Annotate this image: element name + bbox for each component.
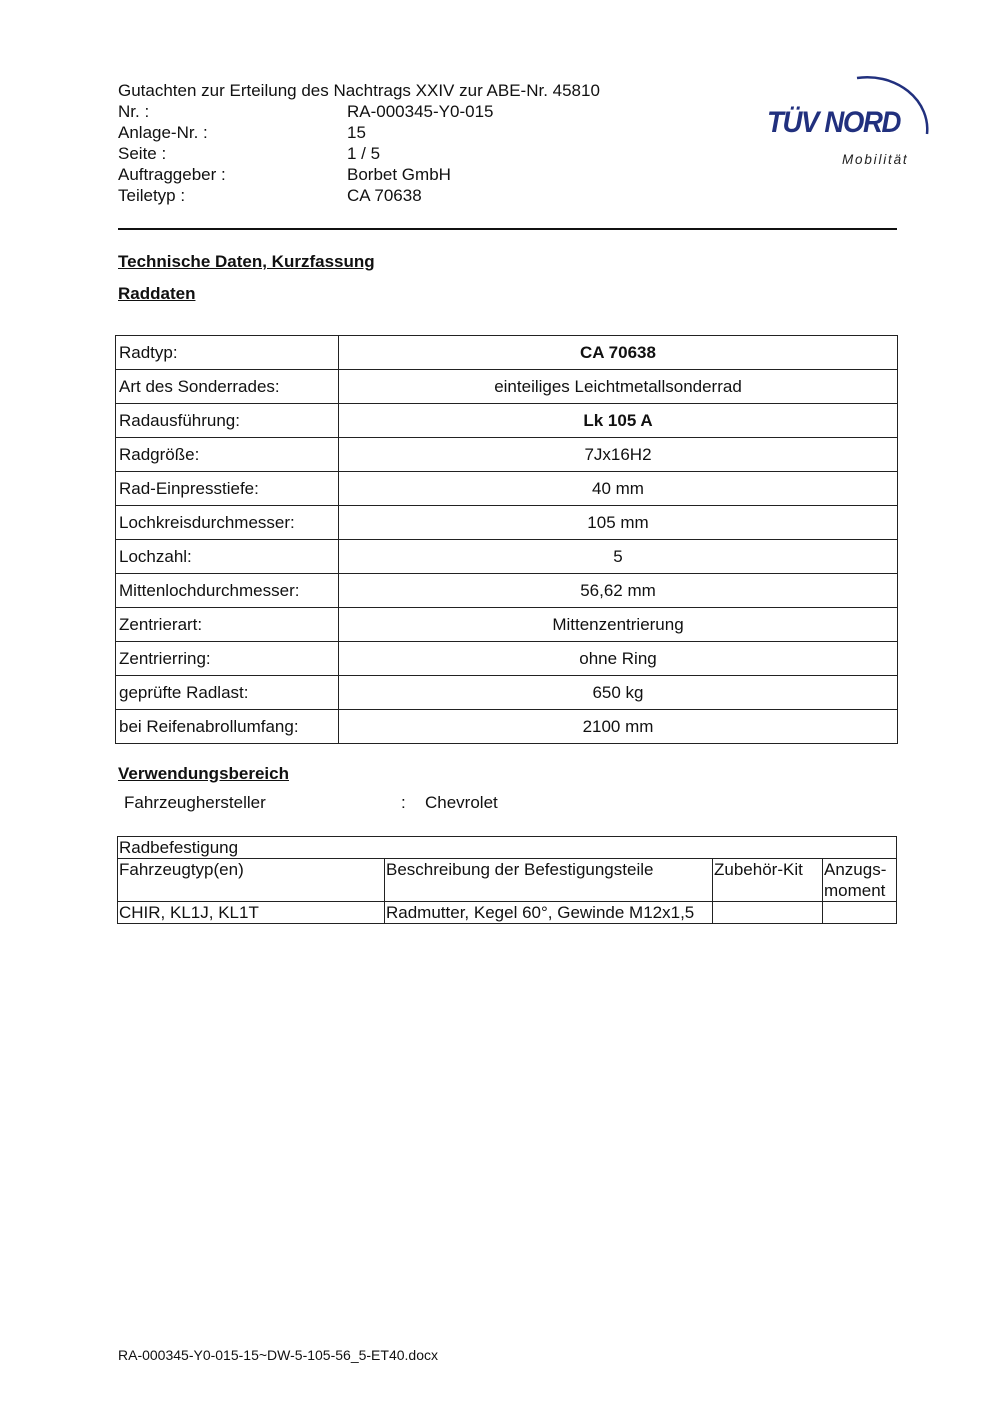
table-cell <box>823 902 897 924</box>
row-value: ohne Ring <box>339 642 898 676</box>
usage-heading: Verwendungsbereich <box>118 764 289 783</box>
row-value: Lk 105 A <box>339 404 898 438</box>
header-label: Auftraggeber : <box>118 165 226 184</box>
row-label: bei Reifenabrollumfang: <box>116 710 339 744</box>
row-label: Rad-Einpresstiefe: <box>116 472 339 506</box>
header-row-number <box>118 101 600 122</box>
report-title: Gutachten zur Erteilung des Nachtrags XXIV zur ABE-Nr. 45810 <box>118 81 600 100</box>
row-label: Lochkreisdurchmesser: <box>116 506 339 540</box>
table-row <box>118 902 897 924</box>
usage-label: Fahrzeughersteller <box>124 793 266 812</box>
column-header: Fahrzeugtyp(en) <box>118 859 385 902</box>
header-value: 15 <box>347 123 366 142</box>
row-label: Zentrierring: <box>116 642 339 676</box>
header-value: Borbet GmbH <box>347 165 451 184</box>
usage-value: Chevrolet <box>425 793 498 812</box>
header-row-client <box>118 164 600 185</box>
row-value: 5 <box>339 540 898 574</box>
row-value: CA 70638 <box>339 336 898 370</box>
header-row-page <box>118 143 600 164</box>
logo-brand: TÜV NORD <box>767 106 901 139</box>
table-row <box>116 574 898 608</box>
row-label: Art des Sonderrades: <box>116 370 339 404</box>
table-cell: CHIR, KL1J, KL1T <box>118 902 385 924</box>
row-label: Mittenlochdurchmesser: <box>116 574 339 608</box>
usage-colon: : <box>401 793 406 812</box>
table-row <box>116 676 898 710</box>
table-row <box>116 540 898 574</box>
table-row <box>116 642 898 676</box>
row-value: einteiliges Leichtmetallsonderrad <box>339 370 898 404</box>
row-value: Mittenzentrierung <box>339 608 898 642</box>
table-cell: Radmutter, Kegel 60°, Gewinde M12x1,5 <box>385 902 713 924</box>
document-header <box>118 80 600 206</box>
wheel-data-table <box>115 335 898 744</box>
row-label: Radgröße: <box>116 438 339 472</box>
header-label: Teiletyp : <box>118 186 186 205</box>
mounting-title: Radbefestigung <box>118 837 897 859</box>
header-label: Anlage-Nr. : <box>118 123 208 142</box>
row-value: 650 kg <box>339 676 898 710</box>
table-row <box>116 404 898 438</box>
table-cell <box>713 902 823 924</box>
header-divider <box>118 228 897 230</box>
row-label: Radtyp: <box>116 336 339 370</box>
table-row <box>116 438 898 472</box>
header-label: Seite : <box>118 144 167 163</box>
wheel-heading: Raddaten <box>118 284 196 303</box>
mounting-table <box>117 836 897 924</box>
header-label: Nr. : <box>118 102 150 121</box>
column-header: Beschreibung der Befestigungsteile <box>385 859 713 902</box>
row-value: 105 mm <box>339 506 898 540</box>
row-value: 40 mm <box>339 472 898 506</box>
column-header: Zubehör-Kit <box>713 859 823 902</box>
usage-row <box>124 793 498 813</box>
tuv-nord-logo <box>762 56 942 171</box>
footer-filename: RA-000345-Y0-015-15~DW-5-105-56_5-ET40.docx <box>118 1347 438 1363</box>
row-label: geprüfte Radlast: <box>116 676 339 710</box>
row-label: Lochzahl: <box>116 540 339 574</box>
table-row <box>116 506 898 540</box>
header-value: 1 / 5 <box>347 144 381 163</box>
table-row <box>116 710 898 744</box>
table-row <box>116 370 898 404</box>
row-value: 2100 mm <box>339 710 898 744</box>
row-label: Radausführung: <box>116 404 339 438</box>
row-label: Zentrierart: <box>116 608 339 642</box>
table-row <box>116 472 898 506</box>
logo-subtitle: Mobilität <box>842 152 909 167</box>
section-title: Technische Daten, Kurzfassung <box>118 252 375 271</box>
header-value: CA 70638 <box>347 186 422 205</box>
table-row <box>116 608 898 642</box>
column-header: Anzugs- moment <box>823 859 897 902</box>
table-row <box>116 336 898 370</box>
mounting-header-row <box>118 859 897 902</box>
row-value: 56,62 mm <box>339 574 898 608</box>
header-row-attachment <box>118 122 600 143</box>
row-value: 7Jx16H2 <box>339 438 898 472</box>
header-value: RA-000345-Y0-015 <box>347 102 494 121</box>
header-row-part-type <box>118 185 600 206</box>
